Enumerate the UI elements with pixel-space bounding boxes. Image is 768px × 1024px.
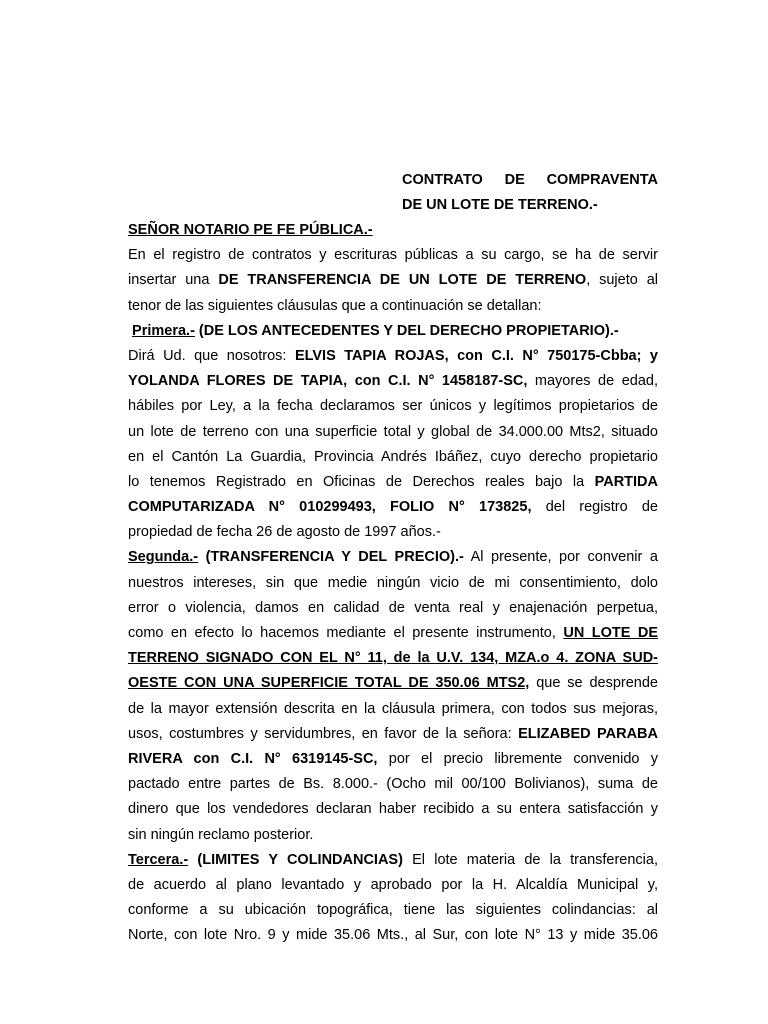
intro-line: tenor de las siguientes cláusulas que a continuación se detallan: [128, 297, 542, 314]
clause-line: COMPUTARIZADA N° 010299493, FOLIO N° 173825, del registro de [128, 499, 658, 516]
clause-line: un lote de terreno con una superficie total y global de 34.000.00 Mts2, situado [128, 423, 658, 440]
title-line-1: CONTRATO DE COMPRAVENTA [402, 172, 658, 188]
clause-line: YOLANDA FLORES DE TAPIA, con C.I. N° 1458187-SC, mayores de edad, [128, 373, 658, 390]
clause-primera-heading: Primera.- (DE LOS ANTECEDENTES Y DEL DERECHO PROPIETARIO).- [132, 322, 619, 339]
clause-line: nuestros intereses, sin que medie ningún vicio de mi consentimiento, dolo [128, 574, 658, 591]
clause-line: de acuerdo al plano levantado y aprobado por la H. Alcaldía Municipal y, [128, 876, 658, 893]
clause-line: como en efecto lo hacemos mediante el presente instrumento, UN LOTE DE [128, 625, 658, 641]
clause-line: lo tenemos Registrado en Oficinas de Derechos reales bajo la PARTIDA [128, 473, 658, 490]
clause-line: RIVERA con C.I. N° 6319145-SC, por el precio libremente convenido y [128, 750, 658, 767]
clause-segunda-heading: Segunda.- (TRANSFERENCIA Y DEL PRECIO).- Al presente, por convenir a [128, 549, 658, 566]
clause-line: sin ningún reclamo posterior. [128, 826, 314, 843]
clause-line: usos, costumbres y servidumbres, en favor de la señora: ELIZABED PARABA [128, 725, 658, 742]
clause-line: OESTE CON UNA SUPERFICIE TOTAL DE 350.06 MTS2, que se desprende [128, 675, 658, 692]
document-body [128, 218, 658, 948]
document-title [402, 168, 658, 218]
clause-line: en el Cantón La Guardia, Provincia Andrés Ibáñez, cuyo derecho propietario [128, 448, 658, 465]
clause-line: Norte, con lote Nro. 9 y mide 35.06 Mts., al Sur, con lote N° 13 y mide 35.06 [128, 927, 658, 944]
addressee: SEÑOR NOTARIO PE FE PÚBLICA.- [128, 222, 373, 238]
clause-line: pactado entre partes de Bs. 8.000.- (Ocho mil 00/100 Bolivianos), suma de [128, 776, 658, 793]
intro-line: En el registro de contratos y escrituras públicas a su cargo, se ha de servir [128, 247, 658, 264]
clause-line: propiedad de fecha 26 de agosto de 1997 años.- [128, 524, 441, 541]
clause-line: Dirá Ud. que nosotros: ELVIS TAPIA ROJAS, con C.I. N° 750175-Cbba; y [128, 347, 658, 364]
clause-line: dinero que los vendedores declaran haber recibido a su entera satisfacción y [128, 801, 658, 818]
intro-line: insertar una DE TRANSFERENCIA DE UN LOTE DE TERRENO, sujeto al [128, 272, 658, 289]
title-line-2: DE UN LOTE DE TERRENO.- [402, 197, 598, 213]
clause-line: conforme a su ubicación topográfica, tiene las siguientes colindancias: al [128, 902, 658, 919]
clause-line: TERRENO SIGNADO CON EL N° 11, de la U.V. 134, MZA.o 4. ZONA SUD- [128, 650, 658, 667]
clause-line: de la mayor extensión descrita en la cláusula primera, con todos sus mejoras, [128, 700, 658, 717]
clause-line: error o violencia, damos en calidad de venta real y enajenación perpetua, [128, 599, 658, 616]
clause-tercera-heading: Tercera.- (LIMITES Y COLINDANCIAS) El lote materia de la transferencia, [128, 851, 658, 868]
clause-line: hábiles por Ley, a la fecha declaramos ser únicos y legítimos propietarios de [128, 398, 658, 415]
